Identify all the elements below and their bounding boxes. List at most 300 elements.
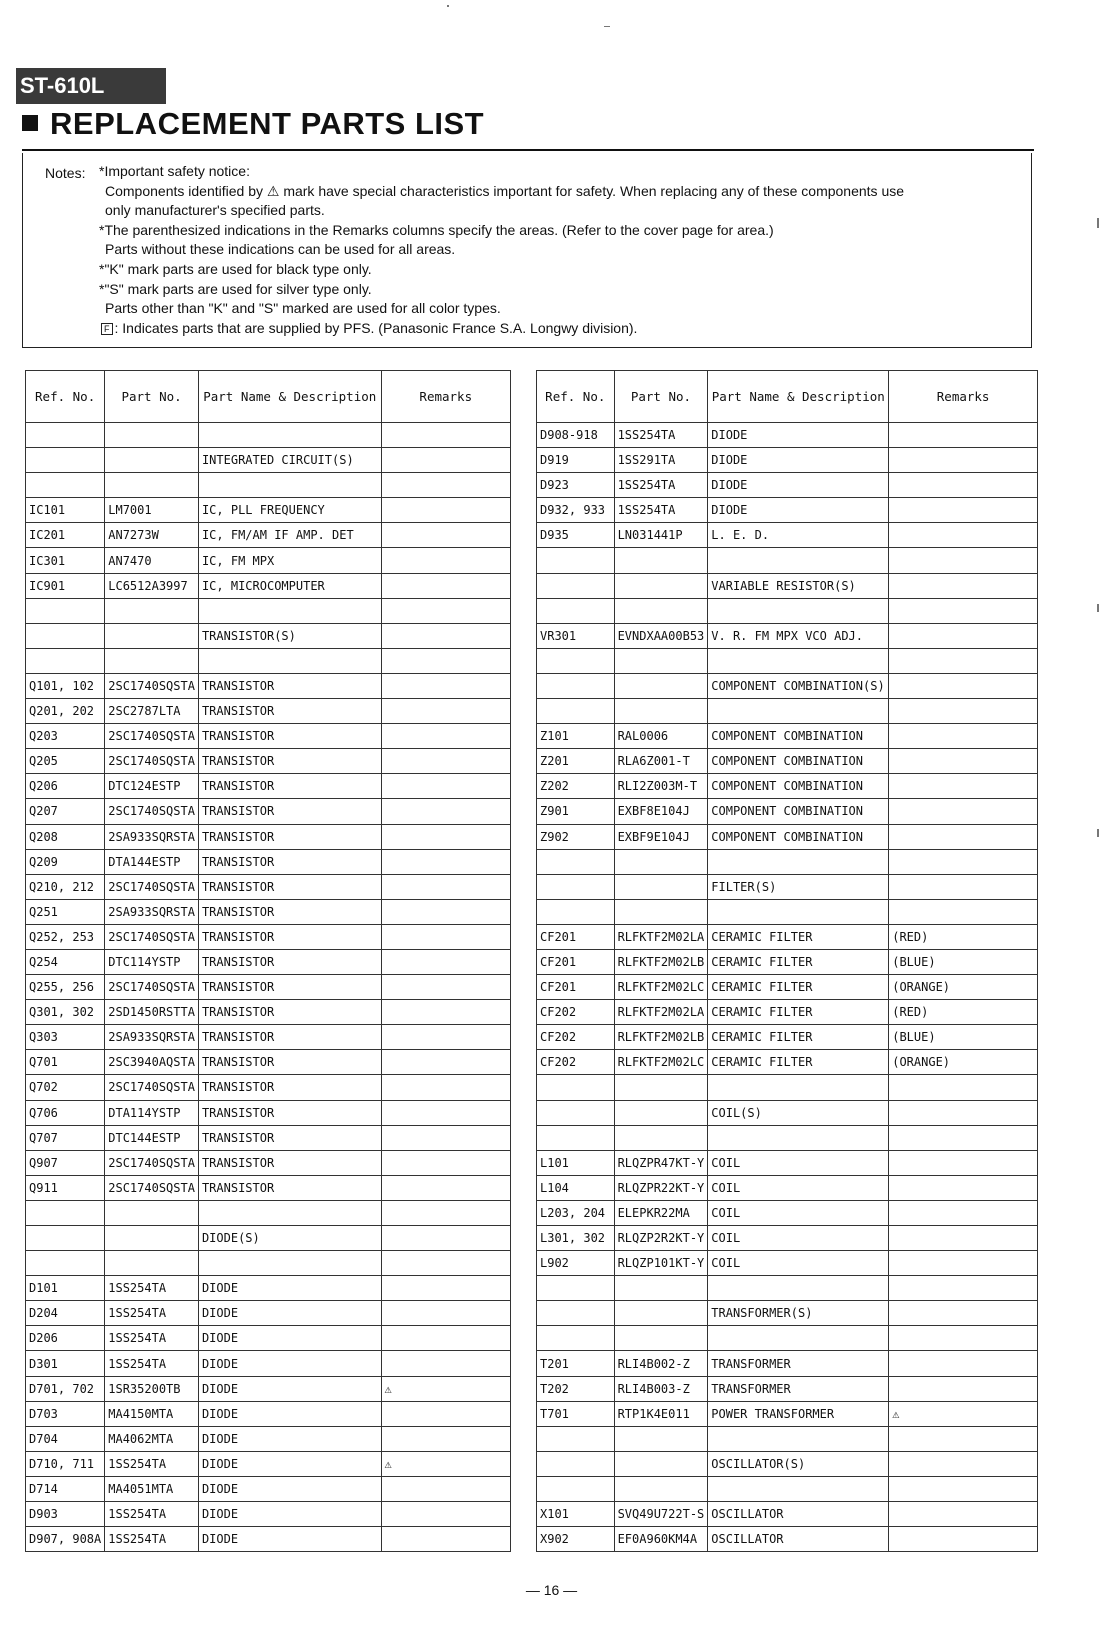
ref-no-cell: D206 xyxy=(26,1326,105,1351)
ref-no-cell: Q255, 256 xyxy=(26,975,105,1000)
remarks-cell xyxy=(889,874,1038,899)
ref-no-cell: D903 xyxy=(26,1502,105,1527)
part-no-cell: MA4051MTA xyxy=(105,1476,199,1501)
col-header-part: Part No. xyxy=(105,371,199,423)
table-row xyxy=(537,598,1038,623)
description-cell: TRANSISTOR xyxy=(198,824,381,849)
part-no-cell: 1SS254TA xyxy=(105,1326,199,1351)
pfs-text: : Indicates parts that are supplied by PFS. (Panasonic France S.A. Longwy division). xyxy=(114,319,638,336)
ref-no-cell xyxy=(537,849,615,874)
part-no-cell xyxy=(105,473,199,498)
table-header-row xyxy=(26,371,511,423)
part-no-cell: DTC124ESTP xyxy=(105,774,199,799)
table-row xyxy=(537,849,1038,874)
description-cell xyxy=(708,1075,889,1100)
ref-no-cell: D101 xyxy=(26,1276,105,1301)
description-cell: TRANSISTOR xyxy=(198,849,381,874)
ref-no-cell: Q252, 253 xyxy=(26,924,105,949)
description-cell: COIL xyxy=(708,1175,889,1200)
scan-speck xyxy=(447,5,449,7)
table-row xyxy=(537,1150,1038,1175)
scan-speck xyxy=(1097,829,1099,837)
description-cell: DIODE xyxy=(198,1426,381,1451)
title-bullet xyxy=(22,115,38,131)
part-no-cell: 2SC1740SQSTA xyxy=(105,799,199,824)
remarks-cell xyxy=(381,899,510,924)
ref-no-cell: Q208 xyxy=(26,824,105,849)
part-no-cell: RLQZP101KT-Y xyxy=(614,1251,708,1276)
table-row xyxy=(26,849,511,874)
ref-no-cell: T701 xyxy=(537,1401,615,1426)
ref-no-cell: Q911 xyxy=(26,1175,105,1200)
description-cell: TRANSISTOR xyxy=(198,1000,381,1025)
remarks-cell xyxy=(889,1301,1038,1326)
remarks-cell: ⚠ xyxy=(889,1401,1038,1426)
remarks-cell xyxy=(381,924,510,949)
ref-no-cell xyxy=(26,598,105,623)
notes-line: Components identified by ⚠ mark have special characteristics important for safety. When replacing any of these components use xyxy=(105,182,905,199)
table-row xyxy=(26,724,511,749)
table-row xyxy=(26,673,511,698)
ref-no-cell xyxy=(537,699,615,724)
description-cell: TRANSISTOR xyxy=(198,724,381,749)
ref-no-cell: Q907 xyxy=(26,1150,105,1175)
ref-no-cell: Q209 xyxy=(26,849,105,874)
ref-no-cell xyxy=(537,1426,615,1451)
ref-no-cell: Q707 xyxy=(26,1125,105,1150)
remarks-cell: (ORANGE) xyxy=(889,1050,1038,1075)
ref-no-cell: Q205 xyxy=(26,749,105,774)
description-cell: VARIABLE RESISTOR(S) xyxy=(708,573,889,598)
part-no-cell: 1SS254TA xyxy=(614,423,708,448)
part-no-cell: RLA6Z001-T xyxy=(614,749,708,774)
ref-no-cell: CF201 xyxy=(537,949,615,974)
scan-speck xyxy=(1097,604,1099,612)
part-no-cell: RLFKTF2M02LC xyxy=(614,975,708,1000)
description-cell xyxy=(708,1276,889,1301)
table-row xyxy=(26,1401,511,1426)
ref-no-cell xyxy=(26,1200,105,1225)
notes-line: only manufacturer's specified parts. xyxy=(105,202,325,219)
remarks-cell xyxy=(381,473,510,498)
table-row xyxy=(537,1476,1038,1501)
part-no-cell: RLQZP2R2KT-Y xyxy=(614,1226,708,1251)
ref-no-cell: CF202 xyxy=(537,1050,615,1075)
description-cell: CERAMIC FILTER xyxy=(708,1050,889,1075)
table-row xyxy=(26,1050,511,1075)
table-row xyxy=(537,473,1038,498)
table-row xyxy=(537,1276,1038,1301)
table-row xyxy=(26,548,511,573)
description-cell: DIODE xyxy=(198,1326,381,1351)
remarks-cell xyxy=(889,1251,1038,1276)
table-row xyxy=(26,1175,511,1200)
remarks-cell xyxy=(889,523,1038,548)
ref-no-cell: Z901 xyxy=(537,799,615,824)
part-no-cell: 1SS254TA xyxy=(105,1276,199,1301)
table-row xyxy=(537,1326,1038,1351)
col-header-ref: Ref. No. xyxy=(26,371,105,423)
description-cell: COIL(S) xyxy=(708,1100,889,1125)
remarks-cell xyxy=(889,1527,1038,1552)
model-badge: ST-610L xyxy=(16,68,166,104)
description-cell xyxy=(708,699,889,724)
ref-no-cell: D923 xyxy=(537,473,615,498)
table-header-row xyxy=(537,371,1038,423)
description-cell xyxy=(708,849,889,874)
ref-no-cell: D710, 711 xyxy=(26,1451,105,1476)
table-row xyxy=(26,523,511,548)
remarks-cell xyxy=(889,1175,1038,1200)
remarks-cell xyxy=(381,949,510,974)
remarks-cell xyxy=(381,699,510,724)
remarks-cell xyxy=(889,448,1038,473)
notes-line: *"K" mark parts are used for black type only. xyxy=(99,260,372,277)
ref-no-cell xyxy=(537,874,615,899)
remarks-cell xyxy=(889,1376,1038,1401)
ref-no-cell: D919 xyxy=(537,448,615,473)
ref-no-cell: D935 xyxy=(537,523,615,548)
description-cell: DIODE xyxy=(198,1527,381,1552)
part-no-cell xyxy=(614,1426,708,1451)
ref-no-cell: D701, 702 xyxy=(26,1376,105,1401)
col-header-remarks: Remarks xyxy=(381,371,510,423)
description-cell: COMPONENT COMBINATION xyxy=(708,799,889,824)
description-cell xyxy=(708,1476,889,1501)
remarks-cell xyxy=(381,1175,510,1200)
part-no-cell xyxy=(105,1251,199,1276)
part-no-cell: 2SC1740SQSTA xyxy=(105,924,199,949)
remarks-cell xyxy=(889,573,1038,598)
description-cell: CERAMIC FILTER xyxy=(708,1000,889,1025)
scan-speck xyxy=(1097,218,1099,228)
description-cell: TRANSFORMER xyxy=(708,1376,889,1401)
description-cell xyxy=(708,1326,889,1351)
description-cell xyxy=(708,648,889,673)
part-no-cell: RLFKTF2M02LB xyxy=(614,1025,708,1050)
ref-no-cell: Q254 xyxy=(26,949,105,974)
table-row xyxy=(537,1100,1038,1125)
part-no-cell: 2SC1740SQSTA xyxy=(105,749,199,774)
description-cell: OSCILLATOR xyxy=(708,1502,889,1527)
page-title-text: REPLACEMENT PARTS LIST xyxy=(50,106,485,141)
description-cell xyxy=(198,423,381,448)
table-row xyxy=(537,874,1038,899)
table-row xyxy=(26,949,511,974)
ref-no-cell xyxy=(537,1301,615,1326)
remarks-cell xyxy=(889,849,1038,874)
ref-no-cell xyxy=(537,899,615,924)
remarks-cell xyxy=(889,1150,1038,1175)
description-cell: INTEGRATED CIRCUIT(S) xyxy=(198,448,381,473)
remarks-cell xyxy=(381,1025,510,1050)
ref-no-cell: D704 xyxy=(26,1426,105,1451)
table-row xyxy=(537,699,1038,724)
col-header-ref: Ref. No. xyxy=(537,371,615,423)
notes-lead: Notes: xyxy=(45,165,86,181)
remarks-cell xyxy=(381,423,510,448)
table-row xyxy=(537,1025,1038,1050)
part-no-cell: RLFKTF2M02LA xyxy=(614,924,708,949)
remarks-cell xyxy=(381,1351,510,1376)
ref-no-cell: CF202 xyxy=(537,1025,615,1050)
remarks-cell xyxy=(381,1050,510,1075)
description-cell: TRANSISTOR xyxy=(198,1050,381,1075)
part-no-cell: RLI4B003-Z xyxy=(614,1376,708,1401)
description-cell: TRANSFORMER(S) xyxy=(708,1301,889,1326)
description-cell: TRANSISTOR xyxy=(198,699,381,724)
description-cell xyxy=(708,598,889,623)
table-row xyxy=(537,1301,1038,1326)
description-cell: COMPONENT COMBINATION xyxy=(708,774,889,799)
description-cell xyxy=(708,899,889,924)
part-no-cell xyxy=(614,899,708,924)
part-no-cell: DTA144ESTP xyxy=(105,849,199,874)
part-no-cell xyxy=(614,1451,708,1476)
col-header-desc: Part Name & Description xyxy=(708,371,889,423)
remarks-cell xyxy=(889,1351,1038,1376)
part-no-cell: LC6512A3997 xyxy=(105,573,199,598)
description-cell: TRANSISTOR xyxy=(198,774,381,799)
part-no-cell: 1SS254TA xyxy=(614,498,708,523)
description-cell: DIODE(S) xyxy=(198,1226,381,1251)
table-row xyxy=(26,899,511,924)
description-cell: DIODE xyxy=(198,1351,381,1376)
ref-no-cell xyxy=(537,548,615,573)
remarks-cell: (ORANGE) xyxy=(889,975,1038,1000)
part-no-cell: AN7470 xyxy=(105,548,199,573)
table-row xyxy=(26,1000,511,1025)
ref-no-cell: Z202 xyxy=(537,774,615,799)
remarks-cell xyxy=(889,1451,1038,1476)
remarks-cell xyxy=(889,899,1038,924)
part-no-cell: 1SS254TA xyxy=(105,1351,199,1376)
ref-no-cell xyxy=(537,1100,615,1125)
remarks-cell xyxy=(381,598,510,623)
description-cell: CERAMIC FILTER xyxy=(708,1025,889,1050)
remarks-cell xyxy=(381,774,510,799)
description-cell: DIODE xyxy=(708,473,889,498)
ref-no-cell: Q203 xyxy=(26,724,105,749)
description-cell xyxy=(198,473,381,498)
part-no-cell: 2SA933SQRSTA xyxy=(105,899,199,924)
part-no-cell: 2SC1740SQSTA xyxy=(105,724,199,749)
remarks-cell xyxy=(381,849,510,874)
description-cell: IC, MICROCOMPUTER xyxy=(198,573,381,598)
table-row xyxy=(537,949,1038,974)
remarks-cell: ⚠ xyxy=(381,1376,510,1401)
description-cell: CERAMIC FILTER xyxy=(708,924,889,949)
table-row xyxy=(26,749,511,774)
part-no-cell: 2SC1740SQSTA xyxy=(105,975,199,1000)
description-cell: FILTER(S) xyxy=(708,874,889,899)
description-cell: IC, PLL FREQUENCY xyxy=(198,498,381,523)
part-no-cell xyxy=(614,648,708,673)
remarks-cell xyxy=(381,724,510,749)
remarks-cell xyxy=(381,799,510,824)
table-row xyxy=(26,975,511,1000)
table-row xyxy=(537,1000,1038,1025)
table-row xyxy=(26,1326,511,1351)
remarks-cell xyxy=(889,498,1038,523)
notes-line: Parts without these indications can be used for all areas. xyxy=(105,241,456,258)
part-no-cell: LM7001 xyxy=(105,498,199,523)
ref-no-cell xyxy=(26,423,105,448)
ref-no-cell: L104 xyxy=(537,1175,615,1200)
description-cell: TRANSISTOR xyxy=(198,1075,381,1100)
remarks-cell xyxy=(381,1426,510,1451)
table-row xyxy=(537,673,1038,698)
ref-no-cell xyxy=(26,1251,105,1276)
remarks-cell xyxy=(381,1276,510,1301)
part-no-cell xyxy=(614,673,708,698)
description-cell: TRANSISTOR xyxy=(198,673,381,698)
table-row xyxy=(26,1025,511,1050)
part-no-cell xyxy=(105,598,199,623)
remarks-cell xyxy=(381,975,510,1000)
part-no-cell: EXBF9E104J xyxy=(614,824,708,849)
parts-table-right xyxy=(536,370,1038,1552)
table-row xyxy=(537,1251,1038,1276)
ref-no-cell: Q207 xyxy=(26,799,105,824)
remarks-cell xyxy=(889,699,1038,724)
part-no-cell: DTC114YSTP xyxy=(105,949,199,974)
remarks-cell xyxy=(381,573,510,598)
description-cell: COIL xyxy=(708,1150,889,1175)
part-no-cell: 1SR35200TB xyxy=(105,1376,199,1401)
table-row xyxy=(26,1200,511,1225)
description-cell: DIODE xyxy=(198,1476,381,1501)
remarks-cell xyxy=(381,1000,510,1025)
ref-no-cell xyxy=(26,473,105,498)
table-row xyxy=(537,498,1038,523)
ref-no-cell xyxy=(537,648,615,673)
remarks-cell xyxy=(381,1326,510,1351)
ref-no-cell xyxy=(537,673,615,698)
notes-body xyxy=(99,162,1031,338)
part-no-cell: RLFKTF2M02LC xyxy=(614,1050,708,1075)
ref-no-cell xyxy=(537,1326,615,1351)
table-row xyxy=(26,1376,511,1401)
remarks-cell xyxy=(889,598,1038,623)
table-row xyxy=(26,598,511,623)
table-row xyxy=(26,1502,511,1527)
ref-no-cell xyxy=(537,1276,615,1301)
part-no-cell: DTA114YSTP xyxy=(105,1100,199,1125)
ref-no-cell: CF201 xyxy=(537,924,615,949)
description-cell: COMPONENT COMBINATION xyxy=(708,749,889,774)
ref-no-cell: X101 xyxy=(537,1502,615,1527)
part-no-cell xyxy=(614,1476,708,1501)
table-row xyxy=(537,1200,1038,1225)
remarks-cell xyxy=(381,824,510,849)
description-cell: DIODE xyxy=(198,1276,381,1301)
remarks-cell xyxy=(381,673,510,698)
ref-no-cell: Z101 xyxy=(537,724,615,749)
ref-no-cell: D703 xyxy=(26,1401,105,1426)
ref-no-cell: Q206 xyxy=(26,774,105,799)
part-no-cell xyxy=(614,1100,708,1125)
description-cell: TRANSISTOR xyxy=(198,749,381,774)
ref-no-cell: Q301, 302 xyxy=(26,1000,105,1025)
remarks-cell xyxy=(889,648,1038,673)
description-cell xyxy=(708,548,889,573)
description-cell: DIODE xyxy=(708,423,889,448)
remarks-cell xyxy=(889,1226,1038,1251)
part-no-cell: LN031441P xyxy=(614,523,708,548)
ref-no-cell: VR301 xyxy=(537,623,615,648)
notes-line: *The parenthesized indications in the Remarks columns specify the areas. (Refer to the cover page for area.) xyxy=(99,221,774,238)
table-row xyxy=(26,799,511,824)
part-no-cell: RLI2Z003M-T xyxy=(614,774,708,799)
remarks-cell: (BLUE) xyxy=(889,1025,1038,1050)
description-cell: OSCILLATOR xyxy=(708,1527,889,1552)
part-no-cell: RLI4B002-Z xyxy=(614,1351,708,1376)
part-no-cell: RTP1K4E011 xyxy=(614,1401,708,1426)
part-no-cell: RAL0006 xyxy=(614,724,708,749)
parts-table-left xyxy=(25,370,511,1552)
ref-no-cell: Q303 xyxy=(26,1025,105,1050)
part-no-cell xyxy=(105,448,199,473)
table-row xyxy=(26,498,511,523)
table-row xyxy=(537,1075,1038,1100)
ref-no-cell xyxy=(26,1226,105,1251)
ref-no-cell: L301, 302 xyxy=(537,1226,615,1251)
ref-no-cell: L101 xyxy=(537,1150,615,1175)
ref-no-cell: CF202 xyxy=(537,1000,615,1025)
ref-no-cell: T202 xyxy=(537,1376,615,1401)
part-no-cell: 2SC3940AQSTA xyxy=(105,1050,199,1075)
ref-no-cell: Q201, 202 xyxy=(26,699,105,724)
description-cell: COMPONENT COMBINATION xyxy=(708,824,889,849)
table-row xyxy=(26,448,511,473)
part-no-cell xyxy=(105,1200,199,1225)
part-no-cell: EVNDXAA00B53 xyxy=(614,623,708,648)
part-no-cell: 2SC1740SQSTA xyxy=(105,874,199,899)
remarks-cell xyxy=(889,673,1038,698)
table-row xyxy=(537,1401,1038,1426)
part-no-cell xyxy=(614,699,708,724)
description-cell xyxy=(708,1125,889,1150)
remarks-cell: (RED) xyxy=(889,1000,1038,1025)
description-cell: OSCILLATOR(S) xyxy=(708,1451,889,1476)
part-no-cell: 1SS254TA xyxy=(105,1451,199,1476)
ref-no-cell xyxy=(537,573,615,598)
part-no-cell xyxy=(614,1125,708,1150)
description-cell xyxy=(198,598,381,623)
table-row xyxy=(26,423,511,448)
remarks-cell xyxy=(381,1527,510,1552)
part-no-cell xyxy=(614,1326,708,1351)
part-no-cell xyxy=(614,1276,708,1301)
table-row xyxy=(26,623,511,648)
remarks-cell xyxy=(381,874,510,899)
description-cell: V. R. FM MPX VCO ADJ. xyxy=(708,623,889,648)
table-row xyxy=(537,573,1038,598)
table-row xyxy=(26,699,511,724)
part-no-cell xyxy=(614,548,708,573)
description-cell: TRANSISTOR xyxy=(198,924,381,949)
description-cell: DIODE xyxy=(198,1301,381,1326)
pfs-mark-icon: F xyxy=(101,323,113,335)
table-row xyxy=(537,1050,1038,1075)
part-no-cell: 2SC1740SQSTA xyxy=(105,673,199,698)
remarks-cell xyxy=(381,1150,510,1175)
ref-no-cell: Q701 xyxy=(26,1050,105,1075)
remarks-cell xyxy=(889,1100,1038,1125)
table-row xyxy=(537,1125,1038,1150)
remarks-cell xyxy=(381,1100,510,1125)
